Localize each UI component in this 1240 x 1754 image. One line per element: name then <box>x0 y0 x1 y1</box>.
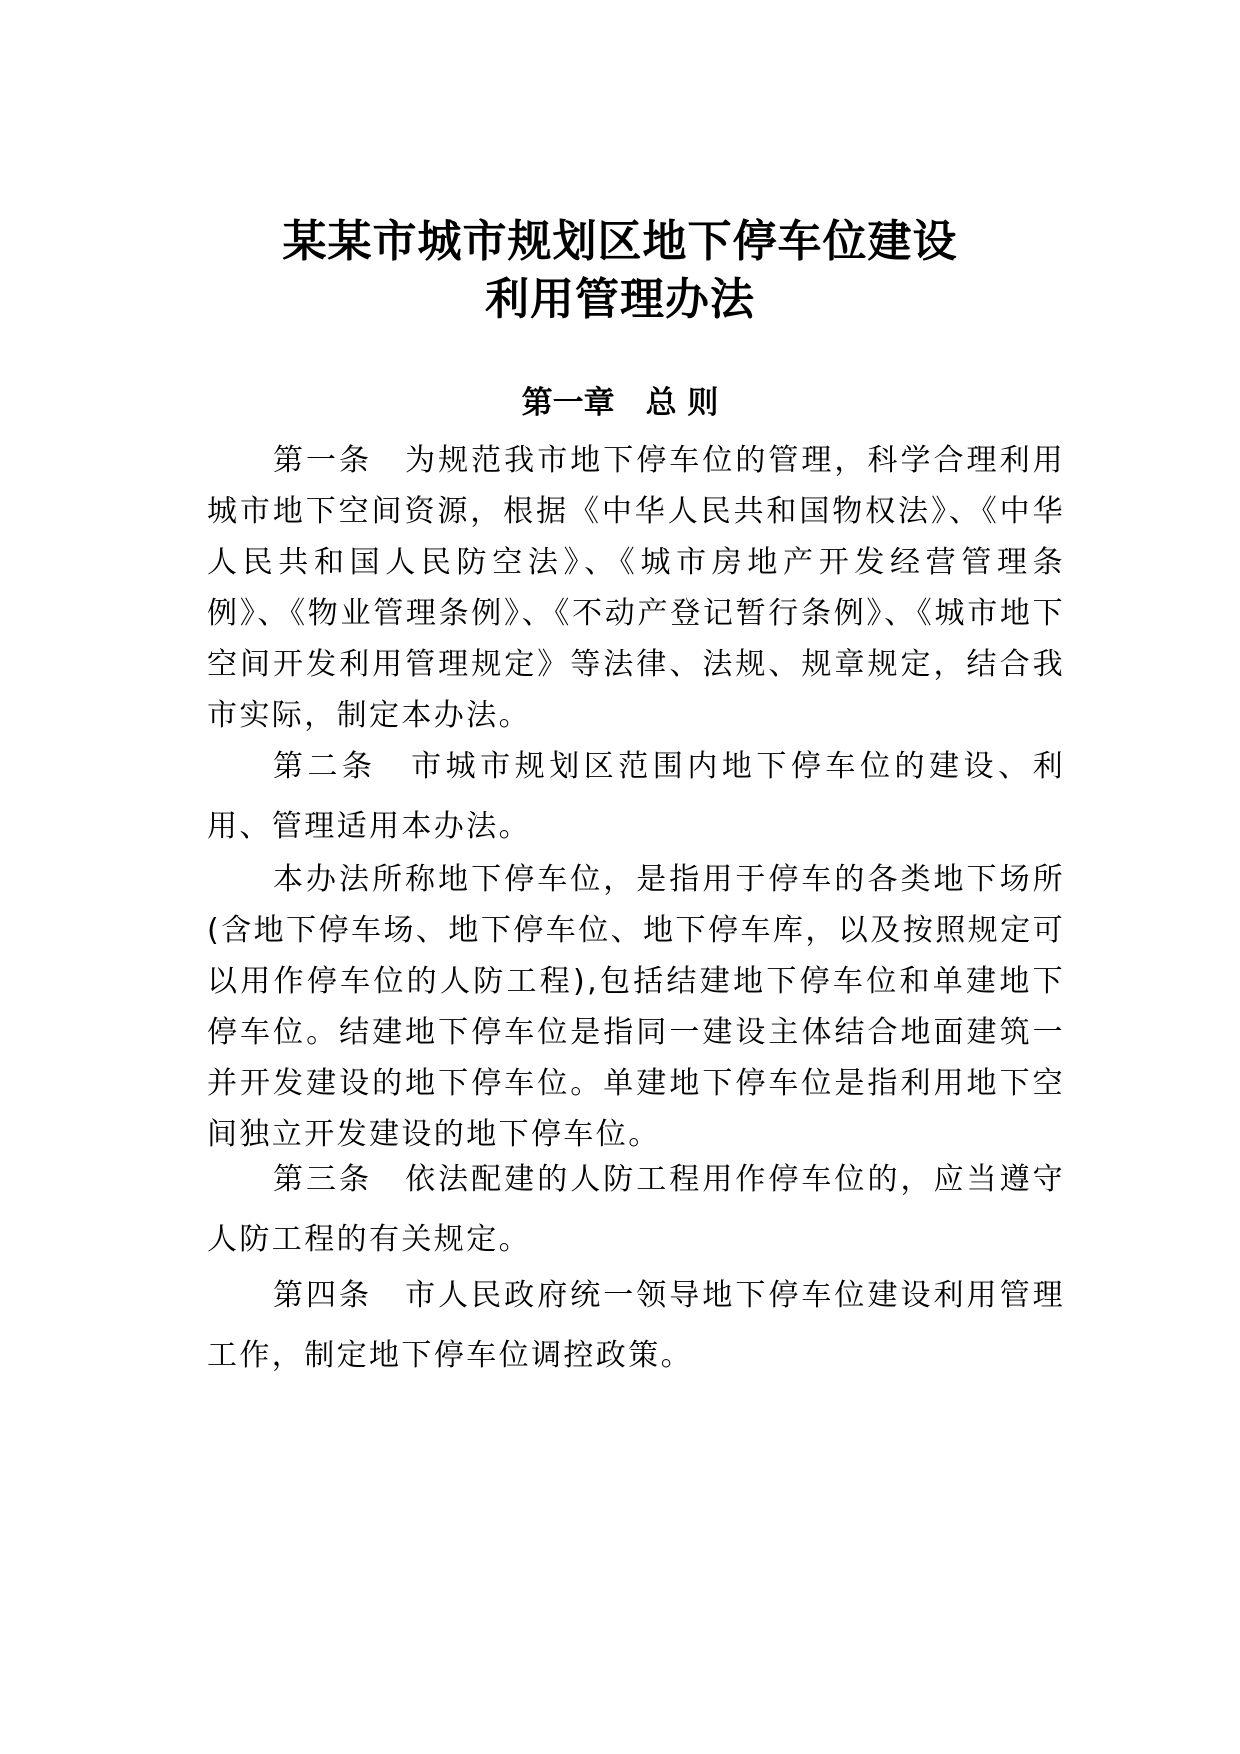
document-title-line-1: 某某市城市规划区地下停车位建设 <box>282 216 958 267</box>
article-4-paragraph: 第四条 市人民政府统一领导地下停车位建设利用管理工作，制定地下停车位调控政策。 <box>207 1278 1065 1373</box>
article-3-paragraph: 第三条 依法配建的人防工程用作停车位的，应当遵守人防工程的有关规定。 <box>207 1162 1065 1257</box>
document-title-line-2: 利用管理办法 <box>485 274 755 325</box>
article-1-paragraph: 第一条 为规范我市地下停车位的管理，科学合理利用城市地下空间资源，根据《中华人民共和国物权法》、《中华人民共和国人民防空法》、《城市房地产开发经营管理条例》、《物业管理条例》、《不动产登记暂行条例》、《城市地下空间开发利用管理规定》等法律、法规、规章规定，结合我市实际，制定本办法。 <box>207 443 1065 733</box>
article-2-paragraph: 第二条 市城市规划区范围内地下停车位的建设、利用、管理适用本办法。 <box>207 749 1065 844</box>
chapter-heading: 第一章 总 则 <box>521 385 719 421</box>
definition-paragraph: 本办法所称地下停车位，是指用于停车的各类地下场所(含地下停车场、地下停车位、地下停车库，以及按照规定可以用作停车位的人防工程),包括结建地下停车位和单建地下停车位。结建地下停车位是指同一建设主体结合地面建筑一并开发建设的地下停车位。单建地下停车位是指利用地下空间独立开发建设的地下停车位。 <box>207 862 1065 1152</box>
